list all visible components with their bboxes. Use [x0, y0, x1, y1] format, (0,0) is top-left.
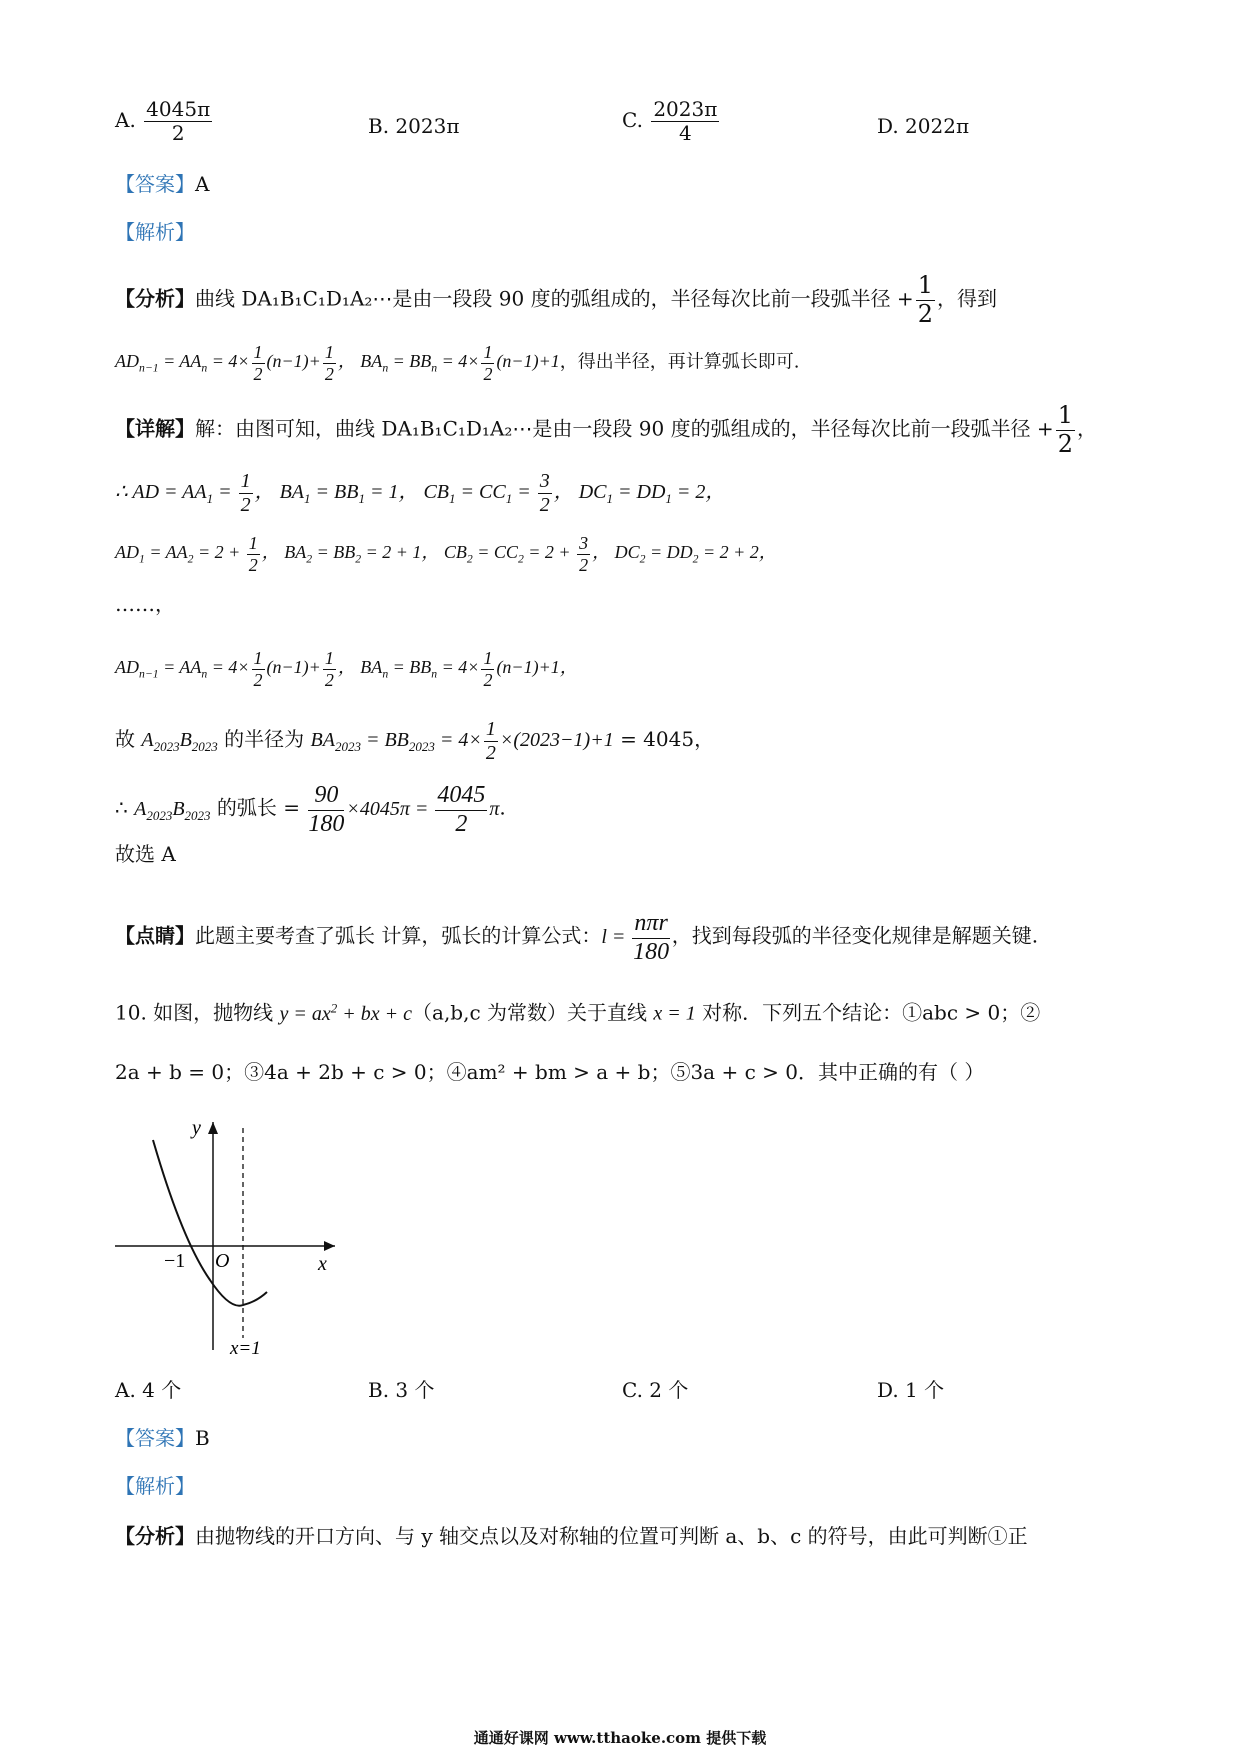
q9-option-c	[622, 98, 721, 145]
q10-fenxi-text: 由抛物线的开口方向、与 y 轴交点以及对称轴的位置可判断 a、b、c 的符号，由此可判断①正	[195, 1524, 1028, 1548]
fenxi-text-2: ，得到	[936, 286, 997, 311]
option-c-den: 4	[678, 121, 692, 145]
graph-label-y: y	[192, 1117, 201, 1139]
option-b-value: 2023π	[395, 114, 460, 138]
q10-fenxi-tag: 【分析】	[115, 1524, 195, 1548]
fenxi-text-3: ，得出半径，再计算弧长即可.	[559, 351, 800, 373]
q10-answer-tag: 【答案】	[115, 1426, 195, 1450]
option-c-num: 2023π	[653, 97, 718, 121]
graph-label-minus-one: −1	[164, 1250, 186, 1272]
xiangjie-tag: 【详解】	[115, 416, 195, 441]
q9-option-b	[368, 112, 459, 140]
q10-analysis-tag: 【解析】	[115, 1474, 195, 1498]
option-d-label: D.	[877, 114, 899, 138]
q10-stem-prefix: 10. 如图，抛物线	[115, 1000, 274, 1025]
result-prefix: 故	[115, 727, 135, 752]
dianjing-text-1: 此题主要考查了弧长 计算，弧长的计算公式：	[195, 923, 602, 948]
q10-option-b: B. 3 个	[368, 1378, 435, 1402]
formula-recurrence: $AD_{n-1} = AA_n = 4\times$ $\frac{1}{2}$ (n−1)+ $\frac{1}{2}$ ， $BA_n = BB_n = 4\times$ $\frac{1}{2}$ (n−1)+1	[115, 342, 560, 384]
page-footer: 通通好课网 www.tthaoke.com 提供下载	[473, 1729, 767, 1747]
q9-general-line: $AD_{n-1} = AA_n = 4\times$ $\frac{1}{2}$ (n−1)+ $\frac{1}{2}$ ， $BA_n = BB_n = 4\times$ $\frac{1}{2}$ (n−1)+1，	[115, 648, 578, 690]
q9-result-line: 故 $A_{2023}B_{2023}$ 的半径为 $BA_{2023} = BB_{2023} = 4\times$ $\frac{1}{2}$ ×(2023−1)+1 = 4045，	[115, 718, 715, 764]
result-value: = 4045，	[620, 727, 715, 752]
arc-mid: 的弧长 =	[216, 795, 301, 820]
q10-stem-end: 对称．下列五个结论：①abc > 0；②	[702, 1000, 1041, 1025]
xiangjie-text-1: 解：由图可知，曲线 DA₁B₁C₁D₁A₂⋯是由一段段 90 度的弧组成的，半径每次比前一段弧半径 +	[195, 416, 1054, 441]
graph-label-x: x	[318, 1253, 327, 1275]
q9-dots: ……，	[115, 592, 175, 616]
q9-answer-line	[115, 170, 209, 198]
dianjing-tag: 【点睛】	[115, 923, 195, 948]
parabola-graph	[110, 1110, 350, 1360]
q10-stem-mid: （a,b,c 为常数）关于直线	[412, 1000, 648, 1025]
q10-stem-line1: 10. 如图，抛物线 $y = ax^2$ + bx + c（a,b,c 为常数）关于直线 x = 1 对称．下列五个结论：①abc > 0；②	[115, 1000, 1041, 1025]
fenxi-tag: 【分析】	[115, 286, 195, 311]
dianjing-text-2: ，找到每段弧的半径变化规律是解题关键.	[671, 923, 1039, 948]
q10-stem-line2: 2a + b = 0；③4a + 2b + c > 0；④am² + bm > a + b；⑤3a + c > 0．其中正确的有（ ）	[115, 1060, 985, 1084]
fenxi-text-1: 曲线 DA₁B₁C₁D₁A₂⋯是由一段段 90 度的弧组成的，半径每次比前一段弧半径 +	[195, 286, 914, 311]
q9-arc-line: ∴ $A_{2023}B_{2023}$ 的弧长 = $\frac{90}{180}$ ×4045π = $\frac{4045}{2}$ π.	[115, 782, 506, 837]
q9-fenxi-line2	[115, 342, 799, 384]
parabola-curve	[153, 1140, 267, 1306]
graph-label-origin: O	[215, 1250, 230, 1272]
result-mid: 的半径为	[224, 727, 305, 752]
q10-option-d: D. 1 个	[877, 1378, 945, 1402]
q9-dianjing-line: 【点睛】此题主要考查了弧长 计算，弧长的计算公式：l = $\frac{\text{nπr}}{180}$ ，找到每段弧的半径变化规律是解题关键.	[115, 910, 1039, 965]
option-d-value: 2022π	[905, 114, 970, 138]
xiangjie-text-1-end: ，	[1076, 416, 1097, 441]
q10-option-c: C. 2 个	[622, 1378, 689, 1402]
x-axis-arrow	[324, 1241, 335, 1251]
half-fraction: $\frac{1}{2}$	[917, 271, 933, 328]
q9-radii-line1: ∴ AD = $AA_1$ = $\frac{1}{2}$ ， $BA_1 = BB_1 = 1$， $CB_1 = CC_1$ = $\frac{3}{2}$ ， $DC_1 = DD_1 = 2$，	[115, 470, 726, 516]
option-c-fraction	[651, 98, 719, 145]
option-a-label: A.	[115, 108, 136, 132]
option-b-label: B.	[368, 114, 390, 138]
q9-radii-line2: $AD_1 = AA_2 = 2$ + $\frac{1}{2}$ ， $BA_2 = BB_2 = 2 + 1$， $CB_2 = CC_2 = 2$ + $\frac{3}{2}$ ， $DC_2 = DD_2 = 2 + 2$，	[115, 533, 777, 575]
y-axis-arrow	[208, 1122, 218, 1134]
option-a-den: 2	[171, 121, 185, 145]
q10-option-a: A. 4 个	[115, 1378, 182, 1402]
answer-value: A	[195, 172, 210, 196]
q9-fenxi-line1	[115, 272, 997, 328]
q10-answer-line	[115, 1424, 210, 1452]
q10-fenxi-line	[115, 1522, 1028, 1550]
q9-option-a	[115, 98, 214, 145]
option-a-fraction	[144, 98, 212, 145]
option-c-label: C.	[622, 108, 643, 132]
answer-tag: 【答案】	[115, 172, 195, 196]
q9-analysis-tag: 【解析】	[115, 220, 195, 244]
q9-xiangjie-line1: 【详解】解：由图可知，曲线 DA₁B₁C₁D₁A₂⋯是由一段段 90 度的弧组成的，半径每次比前一段弧半径 + $\frac{1}{2}$ ，	[115, 401, 1097, 458]
arc-end: .	[499, 795, 506, 820]
q9-choose: 故选 A	[115, 842, 176, 866]
q10-answer-value: B	[195, 1426, 210, 1450]
option-a-num: 4045π	[146, 97, 211, 121]
graph-label-axis: x=1	[230, 1338, 261, 1359]
q9-option-d	[877, 112, 969, 140]
arc-prefix: ∴	[115, 795, 128, 820]
